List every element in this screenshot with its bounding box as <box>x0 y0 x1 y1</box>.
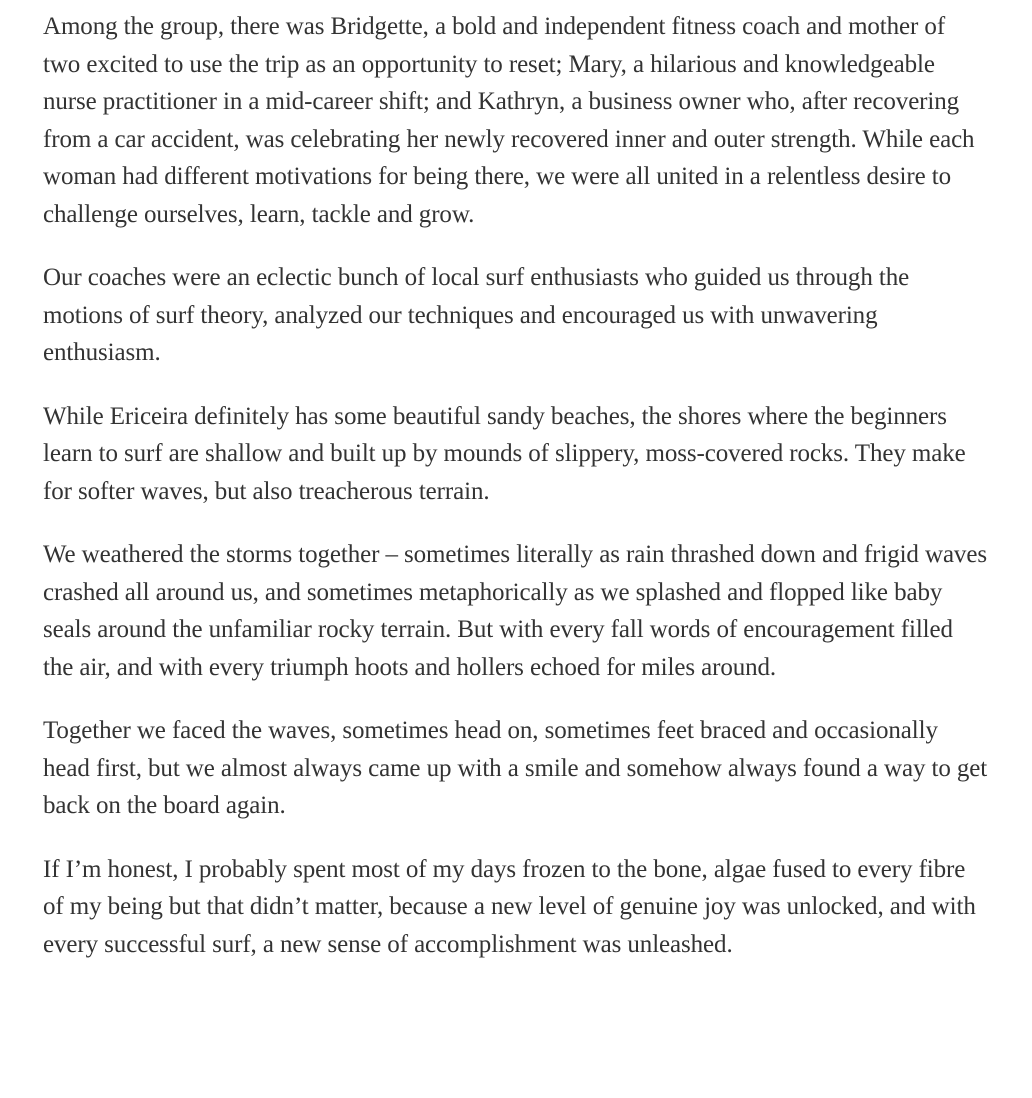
paragraph-coaches: Our coaches were an eclectic bunch of local surf enthusiasts who guided us through the motions of surf theory, analyzed our techniques and encouraged us with unwavering enthusiasm. <box>43 264 910 366</box>
paragraph-ericeira-beaches: While Ericeira definitely has some beautiful sandy beaches, the shores where the beginners learn to surf are shallow and built up by mounds of slippery, moss-covered rocks. They make for softer waves, but also treacherous terrain. <box>43 402 966 505</box>
paragraph-faced-waves: Together we faced the waves, sometimes head on, sometimes feet braced and occasionally head first, but we almost always came up with a smile and somehow always found a way to get back on the board again. <box>43 717 988 819</box>
paragraph-weathered-storms: We weathered the storms together – sometimes literally as rain thrashed down and frigid waves crashed all around us, and sometimes metaphorically as we splashed and flopped like baby seals around the unfamiliar rocky terrain. But with every fall words of encouragement filled the air, and with every triumph hoots and hollers echoed for miles around. <box>43 541 987 681</box>
paragraph-genuine-joy: If I’m honest, I probably spent most of my days frozen to the bone, algae fused to every fibre of my being but that didn’t matter, because a new level of genuine joy was unlocked, and with every successful surf, a new sense of accomplishment was unleashed. <box>43 855 976 958</box>
article-body <box>43 8 988 989</box>
paragraph-group-members: Among the group, there was Bridgette, a bold and independent fitness coach and mother of two excited to use the trip as an opportunity to reset; Mary, a hilarious and knowledgeable nurse practitioner in a mid-career shift; and Kathryn, a business owner who, after recovering from a car accident, was celebrating her newly recovered inner and outer strength. While each woman had different motivations for being there, we were all united in a relentless desire to challenge ourselves, learn, tackle and grow. <box>43 13 975 228</box>
